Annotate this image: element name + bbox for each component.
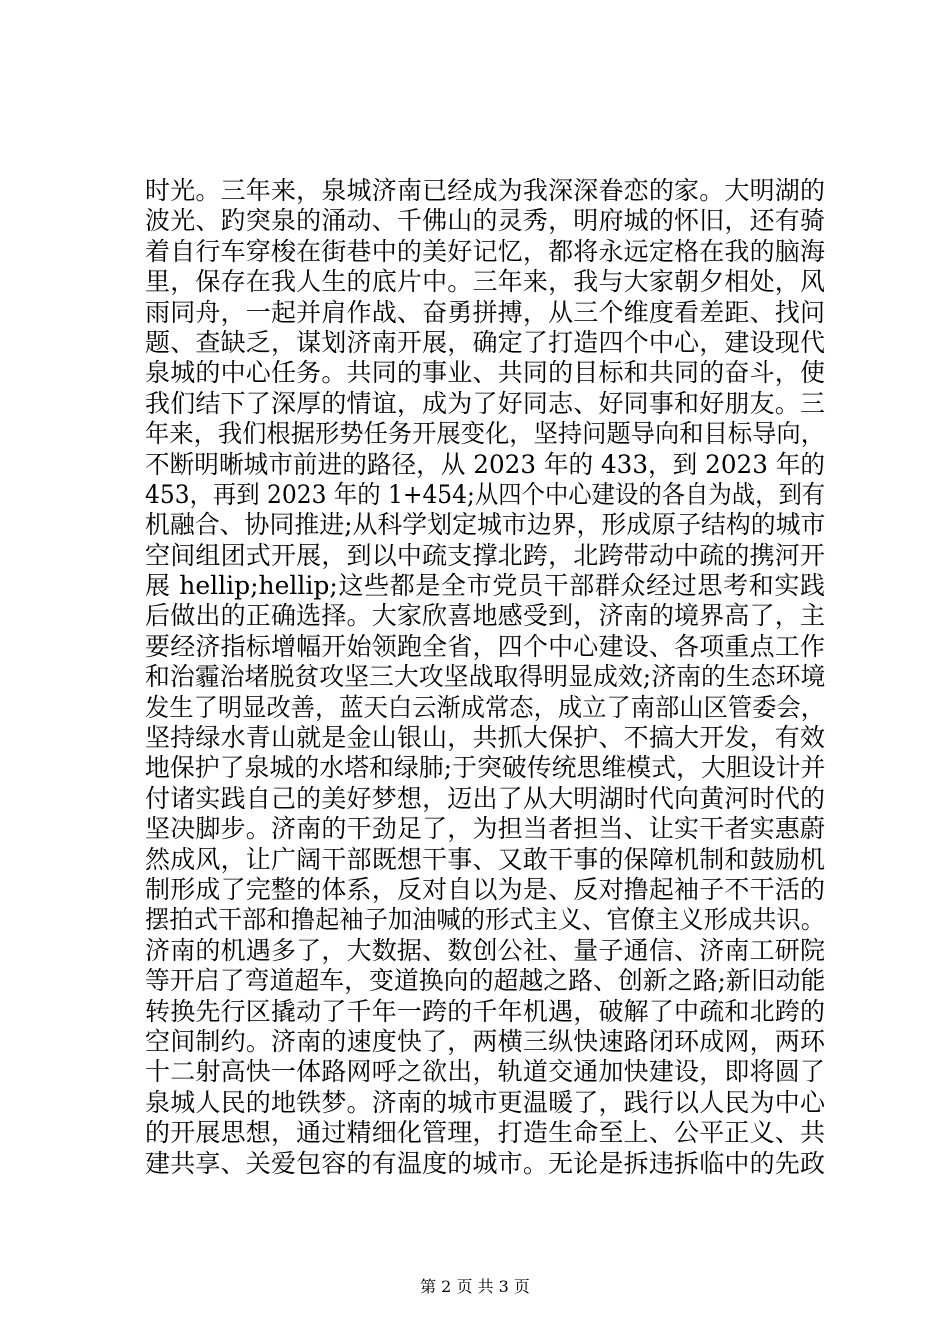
text-line: 着自行车穿梭在街巷中的美好记忆，都将永远定格在我的脑海 xyxy=(145,236,825,266)
text-line: 和治霾治堵脱贫攻坚三大攻坚战取得明显成效;济南的生态环境 xyxy=(145,662,826,692)
text-line: 付诸实践自己的美好梦想，迈出了从大明湖时代向黄河时代的 xyxy=(145,783,825,813)
text-line: 题、查缺乏，谋划济南开展，确定了打造四个中心，建设现代 xyxy=(145,327,825,357)
text-line: 我们结下了深厚的情谊，成为了好同志、好同事和好朋友。三 xyxy=(145,388,825,418)
text-line: 济南的机遇多了，大数据、数创公社、量子通信、济南工研院 xyxy=(145,935,825,965)
text-line: 后做出的正确选择。大家欣喜地感受到，济南的境界高了，主 xyxy=(145,601,825,631)
text-line: 时光。三年来，泉城济南已经成为我深深眷恋的家。大明湖的 xyxy=(145,176,825,205)
text-line: 雨同舟，一起并肩作战、奋勇拼搏，从三个维度看差距、找问 xyxy=(145,297,825,327)
text-line: 然成风，让广阔干部既想干事、又敢干事的保障机制和鼓励机 xyxy=(145,844,825,874)
text-line: 等开启了弯道超车，变道换向的超越之路、创新之路;新旧动能 xyxy=(145,966,826,996)
text-line: 十二射高快一体路网呼之欲出，轨道交通加快建设，即将圆了 xyxy=(145,1057,825,1087)
text-line: 里，保存在我人生的底片中。三年来，我与大家朝夕相处，风 xyxy=(145,267,825,297)
text-line: 空间组团式开展，到以中疏支撑北跨，北跨带动中疏的携河开 xyxy=(145,540,825,570)
text-line: 453，再到 2023 年的 1+454;从四个中心建设的各自为战，到有 xyxy=(145,479,826,509)
text-line: 转换先行区撬动了千年一跨的千年机遇，破解了中疏和北跨的 xyxy=(145,996,825,1026)
text-line: 泉城人民的地铁梦。济南的城市更温暖了，践行以人民为中心 xyxy=(145,1087,825,1117)
text-line: 坚持绿水青山就是金山银山，共抓大保护、不搞大开发，有效 xyxy=(145,723,825,753)
text-line: 制形成了完整的体系，反对自以为是、反对撸起袖子不干活的 xyxy=(145,874,825,904)
text-line: 波光、趵突泉的涌动、千佛山的灵秀，明府城的怀旧，还有骑 xyxy=(145,206,825,236)
text-line: 机融合、协同推进;从科学划定城市边界，形成原子结构的城市 xyxy=(145,510,826,540)
text-line: 地保护了泉城的水塔和绿肺;于突破传统思维模式，大胆设计并 xyxy=(145,753,826,783)
text-line: 泉城的中心任务。共同的事业、共同的目标和共同的奋斗，使 xyxy=(145,358,825,388)
text-line: 摆拍式干部和撸起袖子加油喊的形式主义、官僚主义形成共识。 xyxy=(145,905,826,935)
text-line: 发生了明显改善，蓝天白云渐成常态，成立了南部山区管委会， xyxy=(145,692,826,722)
page-footer: 第 2 页 共 3 页 xyxy=(420,1277,530,1296)
text-line: 空间制约。济南的速度快了，两横三纵快速路闭环成网，两环 xyxy=(145,1026,825,1056)
text-line: 不断明晰城市前进的路径，从 2023 年的 433，到 2023 年的 xyxy=(145,449,825,479)
body-text xyxy=(145,176,825,1179)
text-line: 年来，我们根据形势任务开展变化，坚持问题导向和目标导向， xyxy=(145,419,826,449)
text-line: 要经济指标增幅开始领跑全省，四个中心建设、各项重点工作 xyxy=(145,631,825,661)
text-line: 的开展思想，通过精细化管理，打造生命至上、公平正义、共 xyxy=(145,1118,825,1148)
text-line: 坚决脚步。济南的干劲足了，为担当者担当、让实干者实惠蔚 xyxy=(145,814,825,844)
text-line: 展 hellip;hellip;这些都是全市党员干部群众经过思考和实践 xyxy=(145,571,825,601)
text-line: 建共享、关爱包容的有温度的城市。无论是拆违拆临中的先政 xyxy=(145,1148,825,1178)
